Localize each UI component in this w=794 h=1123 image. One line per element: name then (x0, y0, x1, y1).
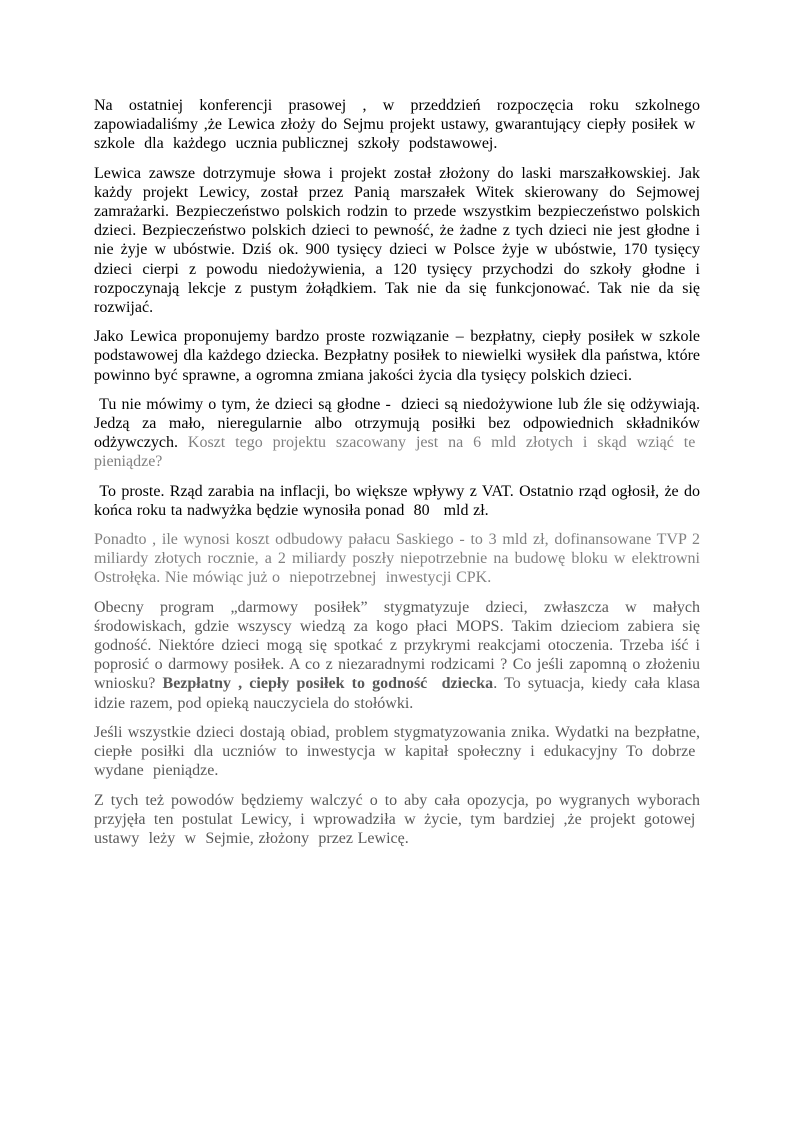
paragraph-malnutrition-cost (94, 395, 700, 472)
text-run: Jako Lewica proponujemy bardzo proste rozwiązanie – bezpłatny, ciepły posiłek w szkole podstawowej dla każdego dziecka. Bezpłatny posiłek to niewielki wysiłek dla państwa, które powinno być sprawne, a ogromna zmiana jakości życia dla tysięcy polskich dzieci. (94, 328, 700, 384)
text-run: Obecny program „darmowy posiłek” stygmatyzuje dzieci, zwłaszcza w małych środowiskach, gdzie wszyscy wiedzą za kogo płaci MOPS. Takim dzieciom zabiera się godność. Niektóre dzieci mogą się spotkać z przykrymi reakcjami otoczenia. Trzeba iść i poprosić o darmowy posiłek. A co z niezaradnymi rodzicami ? Co jeśli zapomną o złożeniu wniosku? (94, 598, 700, 693)
text-run: Lewica zawsze dotrzymuje słowa i projekt został złożony do laski marszałkowskiej. Jak każdy projekt Lewicy, został przez Panią marszałek Witek skierowany do Sejmowej zamrażarki. Bezpieczeństwo polskich rodzin to przede wszystkim bezpieczeństwo polskich dzieci. Bezpieczeństwo polskich dzieci to pewność, że żadne z tych dzieci nie jest głodne i nie żyje w ubóstwie. Dziś ok. 900 tysięcy dzieci w Polsce żyje w ubóstwie, 170 tysięcy dzieci cierpi z powodu niedożywienia, a 120 tysięcy przychodzi do szkoły głodne i rozpoczynają lekcje z pustym żołądkiem. Tak nie da się funkcjonować. Tak nie da się rozwijać. (94, 164, 700, 317)
paragraph-intro-announcement (94, 96, 700, 154)
paragraph-closing-appeal (94, 791, 700, 849)
paragraph-investment (94, 723, 700, 781)
paragraph-proposal-free-meal (94, 327, 700, 385)
text-run: Ponadto , ile wynosi koszt odbudowy pałacu Saskiego - to 3 mld zł, dofinansowane TVP 2 miliardy złotych rocznie, a 2 miliardy poszły niepotrzebnie na budowę bloku w elektrowni Ostrołęka. Nie mówiąc już o niepotrzebnej inwestycji CPK. (94, 531, 700, 587)
text-run: Na ostatniej konferencji prasowej , w przeddzień rozpoczęcia roku szkolnego zapowiadaliśmy ,że Lewica złoży do Sejmu projekt ustawy, gwarantujący ciepły posiłek w szkole dla każdego ucznia publicznej szkoły podstawowej. (94, 97, 700, 153)
text-run: Bezpłatny , ciepły posiłek to godność dziecka (162, 675, 494, 693)
text-run: To proste. Rząd zarabia na inflacji, bo większe wpływy z VAT. Ostatnio rząd ogłosił, że do końca roku ta nadwyżka będzie wynosiła ponad 80 mld zł. (94, 482, 700, 519)
text-run: Jeśli wszystkie dzieci dostają obiad, problem stygmatyzowania znika. Wydatki na bezpłatne, ciepłe posiłki dla uczniów to inwestycja w kapitał społeczny i edukacyjny To dobrze wydane pieniądze. (94, 723, 700, 780)
text-run: Koszt tego projektu szacowany jest na 6 mld złotych i skąd wziąć te pieniądze? (94, 434, 700, 471)
text-run: Z tych też powodów będziemy walczyć o to aby cała opozycja, po wygranych wyborach przyjęła ten postulat Lewicy, i wprowadziła w życie, tym bardziej ,że projekt gotowej ustawy leży w Sejmie, złożony przez Lewicę. (94, 791, 700, 847)
text-run: . To sytuacja, kiedy cała klasa idzie razem, pod opieką nauczyciela do stołówki. (94, 675, 701, 712)
text-run: Tu nie mówimy o tym, że dzieci są głodne - dzieci są niedożywione lub źle się odżywiają. Jedzą za mało, nieregularnie albo otrzymują posiłki bez odpowiednich składników odżywczych. (94, 395, 700, 452)
paragraph-bill-frozen-child-poverty (94, 164, 700, 318)
paragraph-stigmatization (94, 598, 700, 713)
paragraph-spending-examples (94, 530, 700, 588)
paragraph-vat-surplus (94, 482, 700, 520)
